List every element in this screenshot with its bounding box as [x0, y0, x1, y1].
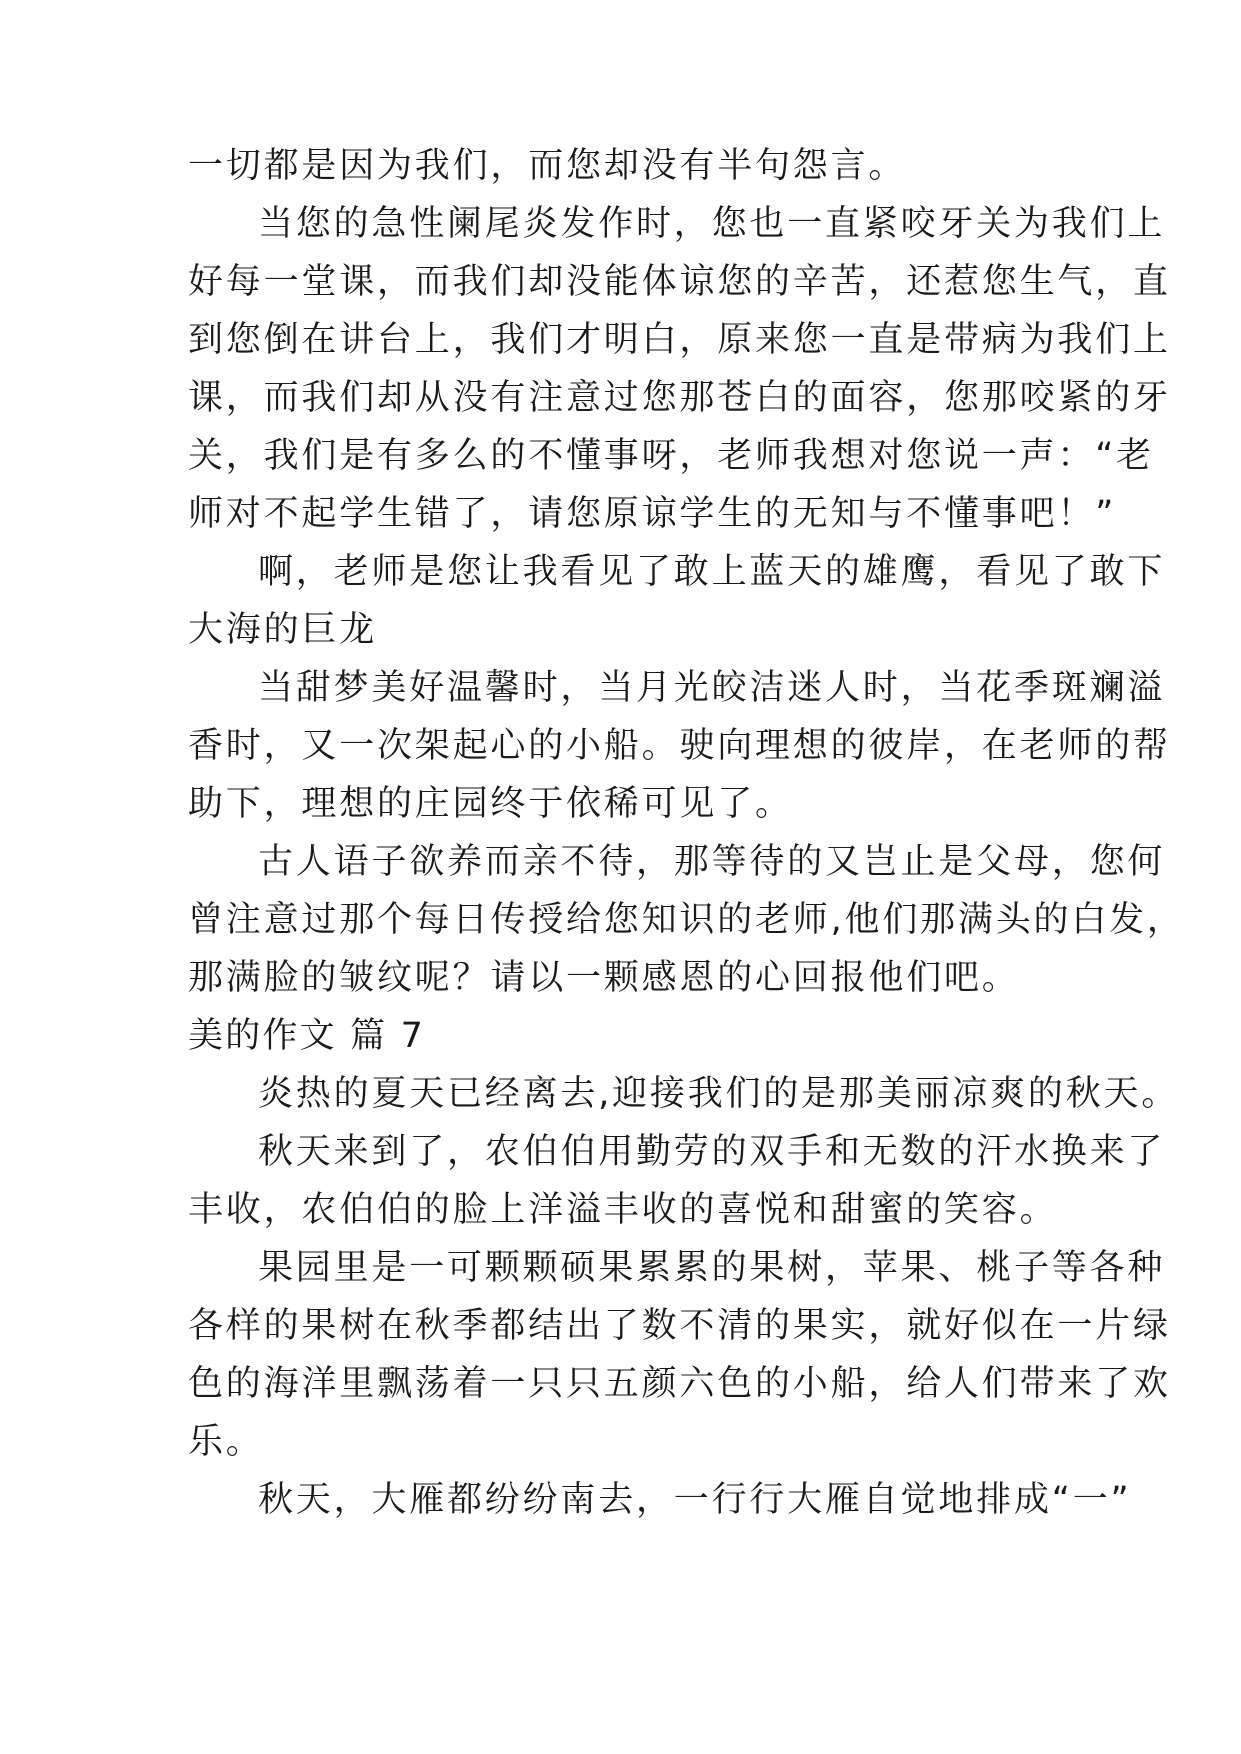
text-line: 好每一堂课，而我们却没能体谅您的辛苦，还惹您生气，直 [188, 262, 1171, 302]
text-line: 助下，理想的庄园终于依稀可见了。 [188, 784, 793, 824]
text-line: 一切都是因为我们，而您却没有半句怨言。 [188, 146, 907, 186]
text-line: 师对不起学生错了，请您原谅学生的无知与不懂事吧！” [188, 494, 1117, 534]
paragraph-first-line: 果园里是一可颗颗硕果累累的果树，苹果、桃子等各种 [258, 1248, 1166, 1288]
text-line: 那满脸的皱纹呢？请以一颗感恩的心回报他们吧。 [188, 958, 1020, 998]
text-line: 到您倒在讲台上，我们才明白，原来您一直是带病为我们上 [188, 320, 1171, 360]
text-line: 香时，又一次架起心的小船。驶向理想的彼岸，在老师的帮 [188, 726, 1171, 766]
text-line: 各样的果树在秋季都结出了数不清的果实，就好似在一片绿 [188, 1306, 1171, 1346]
paragraph-first-line: 啊，老师是您让我看见了敢上蓝天的雄鹰，看见了敢下 [258, 552, 1166, 592]
paragraph-first-line: 炎热的夏天已经离去,迎接我们的是那美丽凉爽的秋天。 [258, 1074, 1180, 1114]
text-line: 色的海洋里飘荡着一只只五颜六色的小船，给人们带来了欢 [188, 1364, 1171, 1404]
text-line: 曾注意过那个每日传授给您知识的老师,他们那满头的白发， [188, 900, 1185, 940]
paragraph-first-line: 当甜梦美好温馨时，当月光皎洁迷人时，当花季斑斓溢 [258, 668, 1166, 708]
paragraph-first-line: 古人语子欲养而亲不待，那等待的又岂止是父母，您何 [258, 842, 1166, 882]
section-heading: 美的作文 篇 7 [188, 1016, 426, 1056]
paragraph-first-line: 秋天，大雁都纷纷南去，一行行大雁自觉地排成“一” [258, 1480, 1132, 1520]
text-line: 乐。 [188, 1422, 264, 1462]
text-line: 课，而我们却从没有注意过您那苍白的面容，您那咬紧的牙 [188, 378, 1171, 418]
text-line: 关，我们是有多么的不懂事呀，老师我想对您说一声：“老 [188, 436, 1154, 476]
text-line: 大海的巨龙 [188, 610, 378, 650]
paragraph-first-line: 当您的急性阑尾炎发作时，您也一直紧咬牙关为我们上 [258, 204, 1166, 244]
paragraph-first-line: 秋天来到了，农伯伯用勤劳的双手和无数的汗水换来了 [258, 1132, 1166, 1172]
text-line: 丰收，农伯伯的脸上洋溢丰收的喜悦和甜蜜的笑容。 [188, 1190, 1058, 1230]
